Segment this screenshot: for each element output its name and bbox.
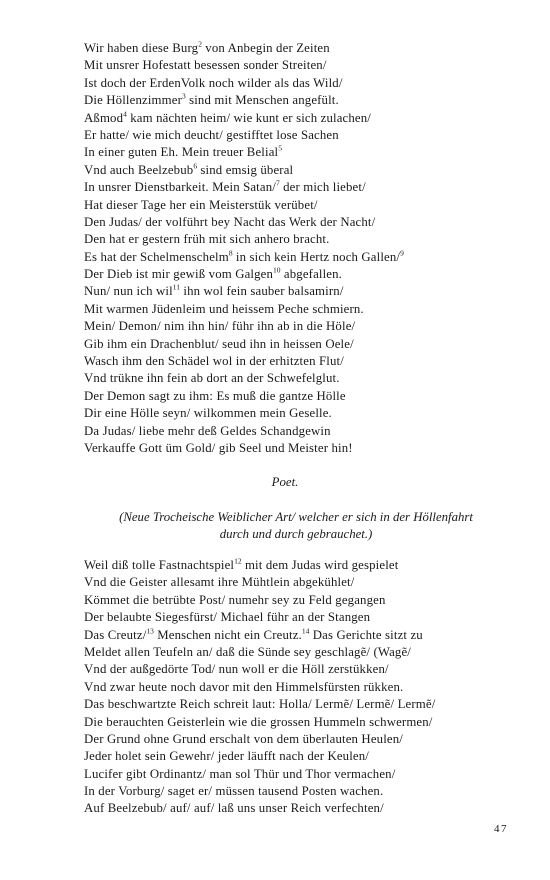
verse-line [84,179,514,196]
verse-text: Das beschwartzte Reich schreit laut: Holla/ Lermẽ/ Lermẽ/ Lermẽ/ [84,697,436,712]
verse-line [84,57,514,74]
verse-text: abgefallen. [280,267,343,282]
verse-text: Der Demon sagt zu ihm: Es muß die gantze Hölle [84,388,346,403]
footnote-marker: 12 [234,556,242,566]
verse-line [84,783,514,800]
verse-text: Die Höllenzimmer [84,93,182,108]
verse-line [84,127,514,144]
verse-text: Nun/ nun ich wil [84,284,173,299]
verse-line [84,679,514,696]
verse-line [84,40,514,57]
verse-line [84,644,514,661]
verse-line [84,440,514,457]
verse-text: Es hat der Schelmenschelm [84,249,229,264]
footnote-marker: 9 [400,248,404,258]
verse-text: Verkauffe Gott üm Gold/ gib Seel und Meister hin! [84,440,353,455]
verse-text: Ist doch der ErdenVolk noch wilder als das Wild/ [84,75,343,90]
verse-line [84,800,514,817]
verse-text: In einer guten Eh. Mein treuer Belial [84,145,279,160]
verse-text: Das Gerichte sitzt zu [309,627,423,642]
verse-line [84,696,514,713]
verse-stanza-1 [84,40,514,457]
footnote-marker: 8 [228,248,233,258]
verse-text: Weil diß tolle Fastnachtspiel [84,558,235,572]
verse-line [84,214,514,231]
verse-text: In der Vorburg/ saget er/ müssen tausend Posten wachen. [84,784,384,799]
verse-line [84,266,514,283]
verse-text: Der belaubte Siegesfürst/ Michael führ an der Stangen [84,610,371,625]
verse-text: Mit unsrer Hofestatt besessen sonder Streiten/ [84,58,327,73]
verse-text: Er hatte/ wie mich deucht/ gestifftet lose Sachen [84,127,339,142]
verse-text: Mein/ Demon/ nim ihn hin/ führ ihn ab in die Höle/ [84,319,356,334]
footnote-marker: 11 [172,283,181,293]
verse-text: Auf Beelzebub/ auf/ auf/ laß uns unser Reich verfechten/ [84,801,384,816]
stage-direction-line: durch und durch gebrauchet.) [219,527,373,542]
verse-text: Menschen nicht ein Creutz. [153,627,302,642]
verse-text: Den Judas/ der volführt bey Nacht das Werk der Nacht/ [84,214,376,229]
footnote-marker: 2 [198,39,202,49]
verse-text: von Anbegin der Zeiten [201,41,330,55]
verse-line [84,144,514,161]
verse-text: Jeder holet sein Gewehr/ jeder läufft nach der Keulen/ [84,749,370,764]
verse-text: Meldet allen Teufeln an/ daß die Sünde sey geschlagẽ/ (Wagẽ/ [84,644,412,659]
verse-line [84,574,514,591]
verse-line [84,92,514,109]
verse-text: Gib ihm ein Drachenblut/ seud ihn in heissen Oele/ [84,336,354,351]
stage-direction [84,509,508,544]
verse-line [84,249,514,266]
verse-line [84,301,514,318]
verse-line [84,110,514,127]
verse-text: Hat dieser Tage her ein Meisterstük verübet/ [84,197,318,212]
verse-line [84,405,514,422]
verse-line [84,423,514,440]
verse-line [84,766,514,783]
verse-text: Vnd auch Beelzebub [84,162,194,177]
verse-line [84,627,514,644]
stage-direction-line: (Neue Trocheische Weiblicher Art/ welcher er sich in der Höllenfahrt [119,510,473,524]
verse-text: Mit warmen Jüdenleim und heissem Peche schmiern. [84,301,364,316]
verse-text: sind mit Menschen angefült. [185,93,339,108]
verse-text: In unsrer Dienstbarkeit. Mein Satan/ [84,180,276,195]
verse-line [84,609,514,626]
verse-text: ihn wol fein sauber balsamirn/ [180,284,344,299]
footnote-marker: 13 [146,626,154,636]
verse-text: Der Grund ohne Grund erschalt von dem überlauten Heulen/ [84,731,403,746]
verse-line [84,592,514,609]
verse-text: Das Creutz/ [84,627,147,642]
verse-text: Vnd die Geister allesamt ihre Mühtlein abgekühlet/ [84,575,355,590]
verse-line [84,231,514,248]
verse-line [84,731,514,748]
verse-line [84,748,514,765]
verse-line [84,283,514,300]
verse-line [84,75,514,92]
footnote-marker: 7 [275,178,280,188]
verse-text: der mich liebet/ [279,180,366,195]
verse-line [84,557,514,574]
verse-text: mit dem Judas wird gespielet [241,558,399,572]
verse-text: in sich kein Hertz noch Gallen/ [232,249,401,264]
verse-line [84,162,514,179]
verse-line [84,661,514,678]
verse-text: Der Dieb ist mir gewiß vom Galgen [84,267,274,282]
footnote-marker: 3 [182,91,186,101]
verse-line [84,370,514,387]
verse-text: Wasch ihm den Schädel wol in der erhitzten Flut/ [84,354,344,369]
verse-line [84,318,514,335]
verse-text: Da Judas/ liebe mehr deß Geldes Schandgewin [84,423,331,438]
footnote-marker: 6 [193,161,198,171]
verse-text: Vnd zwar heute noch davor mit den Himmelsfürsten rükken. [84,679,404,694]
verse-text: Lucifer gibt Ordinantz/ man sol Thür und Thor vermachen/ [84,766,396,781]
page-number: 47 [494,823,508,835]
verse-text: Vnd trükne ihn fein ab dort an der Schwefelglut. [84,371,340,386]
verse-stanza-2 [84,557,514,818]
verse-text: Wir haben diese Burg [84,41,199,55]
verse-text: Aßmod [84,110,124,125]
verse-text: Kömmet die betrübte Post/ numehr sey zu Feld gegangen [84,592,386,607]
footnote-marker: 10 [273,265,281,275]
verse-text: sind emsig überal [197,162,294,177]
verse-text: Dir eine Hölle seyn/ wilkommen mein Geselle. [84,406,332,421]
verse-text: Vnd der außgedörte Tod/ nun woll er die Höll zerstükken/ [84,662,389,677]
verse-line [84,388,514,405]
footnote-marker: 5 [278,144,282,154]
verse-line [84,714,514,731]
verse-text: Den hat er gestern früh mit sich anhero bracht. [84,232,330,247]
verse-text: Die berauchten Geisterlein wie die grossen Hummeln schwermen/ [84,714,433,729]
footnote-marker: 14 [301,626,310,636]
footnote-marker: 4 [123,109,127,119]
verse-text: kam nächten heim/ wie kunt er sich zulachen/ [126,110,372,125]
verse-line [84,197,514,214]
speaker-name: Poet. [271,475,299,489]
verse-line [84,336,514,353]
verse-line [84,353,514,370]
